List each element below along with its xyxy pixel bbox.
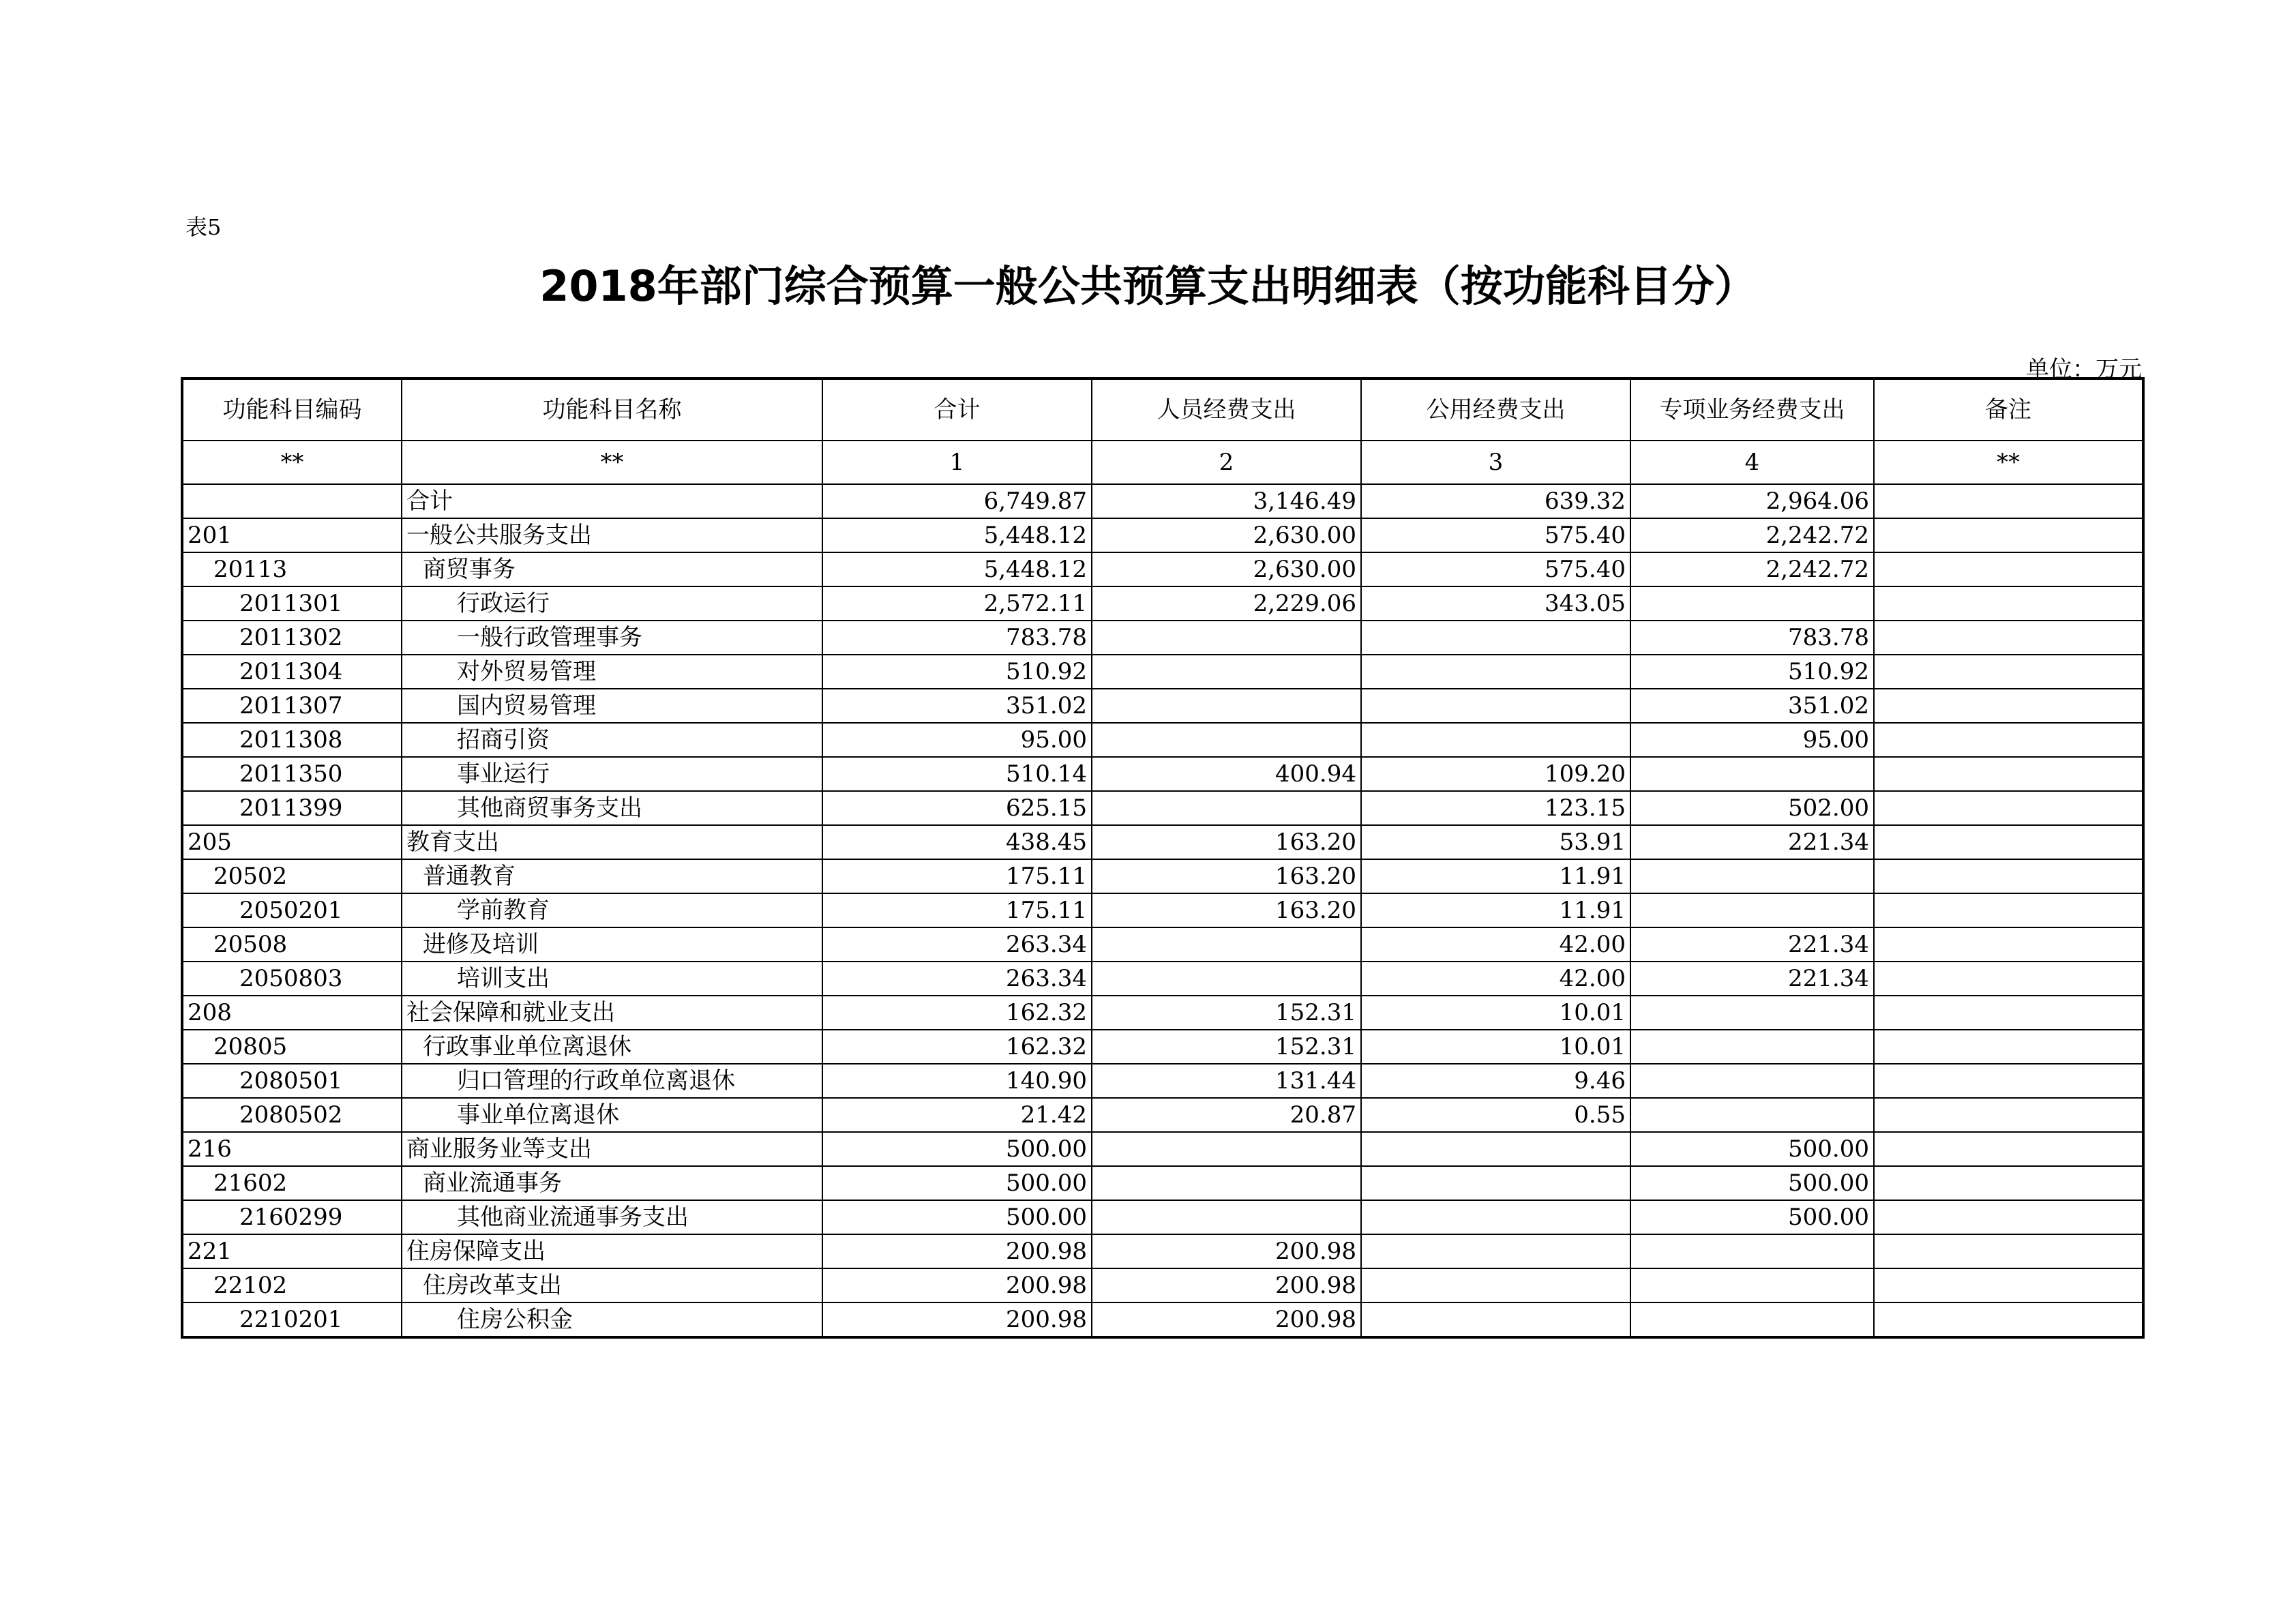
personnel-cell bbox=[1092, 962, 1361, 996]
public-cell: 11.91 bbox=[1361, 893, 1630, 927]
public-cell: 42.00 bbox=[1361, 962, 1630, 996]
index-cell: ** bbox=[182, 441, 402, 484]
special-cell: 221.34 bbox=[1630, 825, 1874, 859]
code-cell: 205 bbox=[182, 825, 402, 859]
public-cell: 109.20 bbox=[1361, 757, 1630, 791]
code-cell: 2050803 bbox=[182, 962, 402, 996]
name-cell: 住房改革支出 bbox=[402, 1268, 822, 1302]
special-cell: 500.00 bbox=[1630, 1166, 1874, 1200]
total-cell: 175.11 bbox=[822, 859, 1092, 893]
special-cell bbox=[1630, 893, 1874, 927]
table-row bbox=[182, 1302, 2143, 1337]
note-cell bbox=[1874, 859, 2143, 893]
public-cell bbox=[1361, 1132, 1630, 1166]
note-cell bbox=[1874, 689, 2143, 723]
name-cell: 国内贸易管理 bbox=[402, 689, 822, 723]
code-cell: 2011350 bbox=[182, 757, 402, 791]
table-row bbox=[182, 825, 2143, 859]
total-cell: 21.42 bbox=[822, 1098, 1092, 1132]
unit-label: 单位：万元 bbox=[2026, 356, 2142, 383]
public-cell bbox=[1361, 723, 1630, 757]
code-cell: 216 bbox=[182, 1132, 402, 1166]
note-cell bbox=[1874, 655, 2143, 689]
note-cell bbox=[1874, 996, 2143, 1030]
special-cell: 221.34 bbox=[1630, 962, 1874, 996]
header-name: 功能科目名称 bbox=[402, 378, 822, 441]
name-cell: 商贸事务 bbox=[402, 552, 822, 586]
public-cell bbox=[1361, 655, 1630, 689]
public-cell: 0.55 bbox=[1361, 1098, 1630, 1132]
total-cell: 5,448.12 bbox=[822, 552, 1092, 586]
public-cell: 639.32 bbox=[1361, 484, 1630, 518]
code-cell: 20502 bbox=[182, 859, 402, 893]
table-row bbox=[182, 689, 2143, 723]
code-cell: 201 bbox=[182, 518, 402, 552]
code-cell: 2011302 bbox=[182, 621, 402, 655]
table-row bbox=[182, 1166, 2143, 1200]
total-cell: 140.90 bbox=[822, 1064, 1092, 1098]
special-cell bbox=[1630, 757, 1874, 791]
special-cell: 783.78 bbox=[1630, 621, 1874, 655]
table-number-label: 表5 bbox=[185, 214, 222, 240]
personnel-cell bbox=[1092, 723, 1361, 757]
table-row bbox=[182, 859, 2143, 893]
special-cell bbox=[1630, 859, 1874, 893]
personnel-cell bbox=[1092, 1200, 1361, 1234]
special-cell bbox=[1630, 586, 1874, 621]
table-header-row bbox=[182, 378, 2143, 441]
name-cell: 行政运行 bbox=[402, 586, 822, 621]
document-title: 2018年部门综合预算一般公共预算支出明细表（按功能科目分） bbox=[539, 261, 1757, 311]
table-row bbox=[182, 893, 2143, 927]
total-cell: 200.98 bbox=[822, 1234, 1092, 1268]
total-cell: 162.32 bbox=[822, 996, 1092, 1030]
note-cell bbox=[1874, 791, 2143, 825]
header-public: 公用经费支出 bbox=[1361, 378, 1630, 441]
note-cell bbox=[1874, 1030, 2143, 1064]
table-row bbox=[182, 552, 2143, 586]
code-cell: 208 bbox=[182, 996, 402, 1030]
name-cell: 事业运行 bbox=[402, 757, 822, 791]
personnel-cell: 2,630.00 bbox=[1092, 518, 1361, 552]
header-special: 专项业务经费支出 bbox=[1630, 378, 1874, 441]
personnel-cell bbox=[1092, 689, 1361, 723]
public-cell bbox=[1361, 621, 1630, 655]
index-cell: 1 bbox=[822, 441, 1092, 484]
table-row bbox=[182, 1234, 2143, 1268]
personnel-cell bbox=[1092, 927, 1361, 962]
special-cell bbox=[1630, 1030, 1874, 1064]
public-cell: 42.00 bbox=[1361, 927, 1630, 962]
total-cell: 510.14 bbox=[822, 757, 1092, 791]
note-cell bbox=[1874, 1200, 2143, 1234]
code-cell: 2011308 bbox=[182, 723, 402, 757]
personnel-cell: 2,229.06 bbox=[1092, 586, 1361, 621]
public-cell bbox=[1361, 1166, 1630, 1200]
public-cell bbox=[1361, 1200, 1630, 1234]
code-cell: 2160299 bbox=[182, 1200, 402, 1234]
personnel-cell: 200.98 bbox=[1092, 1302, 1361, 1337]
code-cell: 221 bbox=[182, 1234, 402, 1268]
name-cell: 培训支出 bbox=[402, 962, 822, 996]
total-cell: 175.11 bbox=[822, 893, 1092, 927]
total-cell: 500.00 bbox=[822, 1166, 1092, 1200]
budget-table bbox=[181, 377, 2145, 1339]
special-cell: 502.00 bbox=[1630, 791, 1874, 825]
personnel-cell: 400.94 bbox=[1092, 757, 1361, 791]
table-row bbox=[182, 484, 2143, 518]
note-cell bbox=[1874, 484, 2143, 518]
column-index-row bbox=[182, 441, 2143, 484]
public-cell: 123.15 bbox=[1361, 791, 1630, 825]
note-cell bbox=[1874, 1166, 2143, 1200]
index-cell: 2 bbox=[1092, 441, 1361, 484]
special-cell: 2,242.72 bbox=[1630, 518, 1874, 552]
name-cell: 普通教育 bbox=[402, 859, 822, 893]
public-cell: 53.91 bbox=[1361, 825, 1630, 859]
note-cell bbox=[1874, 962, 2143, 996]
personnel-cell bbox=[1092, 621, 1361, 655]
special-cell bbox=[1630, 1234, 1874, 1268]
special-cell: 351.02 bbox=[1630, 689, 1874, 723]
index-cell: ** bbox=[402, 441, 822, 484]
total-cell: 351.02 bbox=[822, 689, 1092, 723]
total-cell: 6,749.87 bbox=[822, 484, 1092, 518]
total-cell: 263.34 bbox=[822, 927, 1092, 962]
total-cell: 510.92 bbox=[822, 655, 1092, 689]
table-row bbox=[182, 1064, 2143, 1098]
personnel-cell: 3,146.49 bbox=[1092, 484, 1361, 518]
note-cell bbox=[1874, 621, 2143, 655]
table-row bbox=[182, 518, 2143, 552]
public-cell: 9.46 bbox=[1361, 1064, 1630, 1098]
table-row bbox=[182, 757, 2143, 791]
code-cell: 21602 bbox=[182, 1166, 402, 1200]
special-cell bbox=[1630, 1064, 1874, 1098]
personnel-cell bbox=[1092, 1166, 1361, 1200]
special-cell bbox=[1630, 996, 1874, 1030]
code-cell: 20805 bbox=[182, 1030, 402, 1064]
public-cell: 343.05 bbox=[1361, 586, 1630, 621]
table-row bbox=[182, 1268, 2143, 1302]
special-cell: 95.00 bbox=[1630, 723, 1874, 757]
total-cell: 263.34 bbox=[822, 962, 1092, 996]
name-cell: 其他商业流通事务支出 bbox=[402, 1200, 822, 1234]
table-row bbox=[182, 1200, 2143, 1234]
code-cell: 20113 bbox=[182, 552, 402, 586]
total-cell: 162.32 bbox=[822, 1030, 1092, 1064]
note-cell bbox=[1874, 927, 2143, 962]
public-cell: 10.01 bbox=[1361, 996, 1630, 1030]
code-cell: 2050201 bbox=[182, 893, 402, 927]
name-cell: 教育支出 bbox=[402, 825, 822, 859]
name-cell: 社会保障和就业支出 bbox=[402, 996, 822, 1030]
code-cell: 2011301 bbox=[182, 586, 402, 621]
name-cell: 行政事业单位离退休 bbox=[402, 1030, 822, 1064]
note-cell bbox=[1874, 893, 2143, 927]
special-cell bbox=[1630, 1302, 1874, 1337]
total-cell: 5,448.12 bbox=[822, 518, 1092, 552]
table-row bbox=[182, 996, 2143, 1030]
index-cell: 3 bbox=[1361, 441, 1630, 484]
personnel-cell bbox=[1092, 655, 1361, 689]
special-cell: 2,242.72 bbox=[1630, 552, 1874, 586]
total-cell: 2,572.11 bbox=[822, 586, 1092, 621]
personnel-cell: 152.31 bbox=[1092, 996, 1361, 1030]
name-cell: 合计 bbox=[402, 484, 822, 518]
note-cell bbox=[1874, 1302, 2143, 1337]
total-cell: 200.98 bbox=[822, 1268, 1092, 1302]
total-cell: 95.00 bbox=[822, 723, 1092, 757]
code-cell bbox=[182, 484, 402, 518]
public-cell bbox=[1361, 1234, 1630, 1268]
name-cell: 一般行政管理事务 bbox=[402, 621, 822, 655]
personnel-cell: 200.98 bbox=[1092, 1234, 1361, 1268]
name-cell: 对外贸易管理 bbox=[402, 655, 822, 689]
name-cell: 事业单位离退休 bbox=[402, 1098, 822, 1132]
personnel-cell: 200.98 bbox=[1092, 1268, 1361, 1302]
table-row bbox=[182, 621, 2143, 655]
special-cell bbox=[1630, 1098, 1874, 1132]
index-cell: 4 bbox=[1630, 441, 1874, 484]
personnel-cell: 163.20 bbox=[1092, 859, 1361, 893]
public-cell: 10.01 bbox=[1361, 1030, 1630, 1064]
note-cell bbox=[1874, 825, 2143, 859]
table-row bbox=[182, 1030, 2143, 1064]
total-cell: 500.00 bbox=[822, 1132, 1092, 1166]
note-cell bbox=[1874, 1098, 2143, 1132]
note-cell bbox=[1874, 1064, 2143, 1098]
total-cell: 625.15 bbox=[822, 791, 1092, 825]
name-cell: 其他商贸事务支出 bbox=[402, 791, 822, 825]
name-cell: 住房公积金 bbox=[402, 1302, 822, 1337]
code-cell: 22102 bbox=[182, 1268, 402, 1302]
table-row bbox=[182, 655, 2143, 689]
special-cell: 221.34 bbox=[1630, 927, 1874, 962]
table-row bbox=[182, 1098, 2143, 1132]
header-code: 功能科目编码 bbox=[182, 378, 402, 441]
header-note: 备注 bbox=[1874, 378, 2143, 441]
header-total: 合计 bbox=[822, 378, 1092, 441]
special-cell: 510.92 bbox=[1630, 655, 1874, 689]
personnel-cell: 2,630.00 bbox=[1092, 552, 1361, 586]
name-cell: 学前教育 bbox=[402, 893, 822, 927]
note-cell bbox=[1874, 552, 2143, 586]
public-cell bbox=[1361, 689, 1630, 723]
code-cell: 2080501 bbox=[182, 1064, 402, 1098]
code-cell: 2080502 bbox=[182, 1098, 402, 1132]
note-cell bbox=[1874, 1132, 2143, 1166]
code-cell: 20508 bbox=[182, 927, 402, 962]
public-cell: 11.91 bbox=[1361, 859, 1630, 893]
public-cell: 575.40 bbox=[1361, 518, 1630, 552]
note-cell bbox=[1874, 1268, 2143, 1302]
personnel-cell: 20.87 bbox=[1092, 1098, 1361, 1132]
note-cell bbox=[1874, 518, 2143, 552]
code-cell: 2011304 bbox=[182, 655, 402, 689]
special-cell: 500.00 bbox=[1630, 1200, 1874, 1234]
public-cell bbox=[1361, 1302, 1630, 1337]
header-personnel: 人员经费支出 bbox=[1092, 378, 1361, 441]
name-cell: 招商引资 bbox=[402, 723, 822, 757]
personnel-cell bbox=[1092, 791, 1361, 825]
table-row bbox=[182, 927, 2143, 962]
table-row bbox=[182, 791, 2143, 825]
table-row bbox=[182, 723, 2143, 757]
note-cell bbox=[1874, 723, 2143, 757]
public-cell bbox=[1361, 1268, 1630, 1302]
public-cell: 575.40 bbox=[1361, 552, 1630, 586]
code-cell: 2210201 bbox=[182, 1302, 402, 1337]
special-cell: 2,964.06 bbox=[1630, 484, 1874, 518]
personnel-cell bbox=[1092, 1132, 1361, 1166]
total-cell: 783.78 bbox=[822, 621, 1092, 655]
code-cell: 2011307 bbox=[182, 689, 402, 723]
total-cell: 500.00 bbox=[822, 1200, 1092, 1234]
name-cell: 一般公共服务支出 bbox=[402, 518, 822, 552]
table-row bbox=[182, 1132, 2143, 1166]
name-cell: 商业流通事务 bbox=[402, 1166, 822, 1200]
note-cell bbox=[1874, 1234, 2143, 1268]
personnel-cell: 152.31 bbox=[1092, 1030, 1361, 1064]
note-cell bbox=[1874, 586, 2143, 621]
table-row bbox=[182, 586, 2143, 621]
note-cell bbox=[1874, 757, 2143, 791]
index-cell: ** bbox=[1874, 441, 2143, 484]
personnel-cell: 131.44 bbox=[1092, 1064, 1361, 1098]
special-cell bbox=[1630, 1268, 1874, 1302]
table-row bbox=[182, 962, 2143, 996]
name-cell: 进修及培训 bbox=[402, 927, 822, 962]
code-cell: 2011399 bbox=[182, 791, 402, 825]
total-cell: 200.98 bbox=[822, 1302, 1092, 1337]
name-cell: 住房保障支出 bbox=[402, 1234, 822, 1268]
personnel-cell: 163.20 bbox=[1092, 825, 1361, 859]
special-cell: 500.00 bbox=[1630, 1132, 1874, 1166]
name-cell: 商业服务业等支出 bbox=[402, 1132, 822, 1166]
name-cell: 归口管理的行政单位离退休 bbox=[402, 1064, 822, 1098]
personnel-cell: 163.20 bbox=[1092, 893, 1361, 927]
total-cell: 438.45 bbox=[822, 825, 1092, 859]
